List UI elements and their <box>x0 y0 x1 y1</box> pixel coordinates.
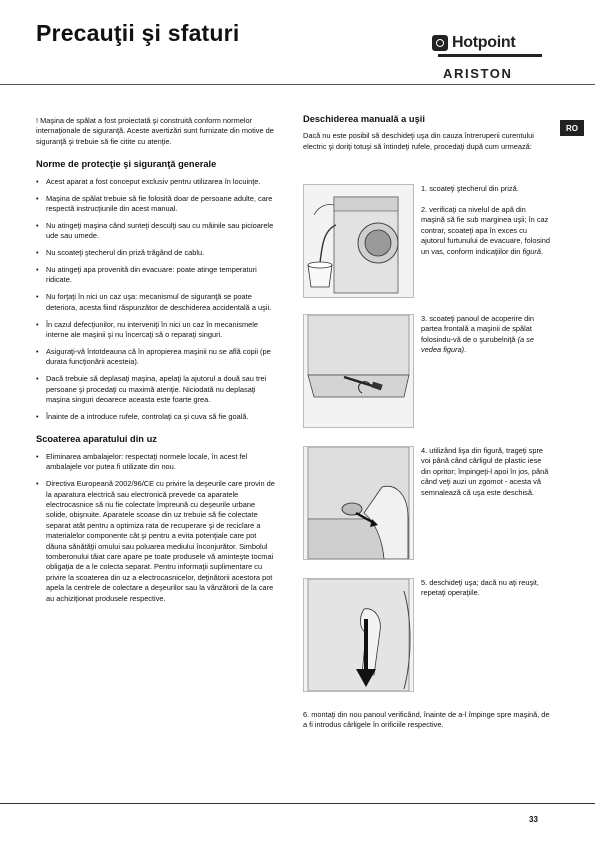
list-item: • Nu forţaţi în nici un caz uşa: mecanismul de siguranţă se poate deteriora, acesta fiind răspunzător de deschiderea accidentală a uşii. <box>36 292 276 313</box>
protection-list <box>36 177 276 423</box>
list-item: • Asiguraţi-vă întotdeauna că în apropierea maşinii nu se află copii (pe durata funcţionării acesteia). <box>36 347 276 368</box>
figure-reference: (a se vedea figura) <box>421 334 534 355</box>
figure-drain-water <box>303 184 414 298</box>
brand-primary: Hotpoint <box>452 34 516 51</box>
figure-remove-panel <box>303 314 414 428</box>
list-item: • Nu atingeţi apa provenită din evacuare: poate atinge temperaturi ridicate. <box>36 265 276 286</box>
disposal-heading: Scoaterea aparatului din uz <box>36 434 157 445</box>
list-item: • Directiva Europeană 2002/96/CE cu privire la deşeurile care provin de la aparatura electrică sau electronică prevede ca aparatele electrocasnice să nu fie colectate împreună cu deşeurile urbane solide, obişnuite. Aparatele scoase din uz trebuie să fie colectate separat atât pentru a optimiza rata de recuperare şi de reciclare a materialelor componente cât şi pentru a evita potenţiale care pot dăuna sănătăţii omului sau poluarea mediului înconjurător. Simbolul tomberonului tăiat care apare pe toate produsele vă aminteşte tocmai obligaţia de a le colecta separat. Pentru informaţii suplimentare cu privire la scoaterea din uz a electrocasnicelor, deţinătorii acestora pot apela la centrele de colectare a deşeurilor sau la vânzătorii de la care au achiziţionat produsele respective. <box>36 479 276 604</box>
right-column <box>303 114 555 152</box>
list-item: • Înainte de a introduce rufele, controlaţi ca şi cuva să fie goală. <box>36 412 276 422</box>
door-opening-heading: Deschiderea manuală a uşii <box>303 114 425 124</box>
step-1: 1. scoateţi ştecherul din priză. <box>421 184 519 193</box>
door-opening-intro: Dacă nu este posibil să deschideţi uşa din cauza întreruperii curentului electric şi doriţi totuşi să întindeţi rufele, procedaţi după cum urmează: <box>303 131 534 151</box>
open-door-illustration <box>304 579 413 691</box>
washing-machine-drain-illustration <box>304 185 413 297</box>
step-3: 3. scoateţi panoul de acoperire din partea frontală a maşinii de spălat folosindu-vă de o şurubelniţă (a se vedea figura). <box>421 314 534 355</box>
figure-open-door <box>303 578 414 692</box>
page-number: 33 <box>529 815 538 824</box>
intro-text: ! Maşina de spălat a fost proiectată şi construită conform normelor internaţionale de siguranţă. Aceste avertizări sunt furnizate din motive de siguranţă şi trebuie să fie citite cu atenţie. <box>36 116 274 146</box>
page-title: Precauţii şi sfaturi <box>36 20 240 46</box>
brand-divider <box>438 54 542 57</box>
brand-secondary: ARISTON <box>443 66 513 81</box>
footer-divider <box>0 803 595 804</box>
figure-reference: figură <box>522 246 541 256</box>
step-6: 6. montaţi din nou panoul verificând, înainte de a-l împinge spre maşină, de a fi introdus cârligele în orificiile respective. <box>303 710 550 730</box>
protection-heading: Norme de protecţie şi siguranţă generale <box>36 159 217 170</box>
step-2: 2. verificaţi ca nivelul de apă din maşină să fie sub marginea uşii; în caz contrar, scoateţi apa în exces cu ajutorul furtunului de evacuare, folosind un vas, conform indicaţiilor din figură. <box>421 205 551 256</box>
list-item: • Eliminarea ambalajelor: respectaţi normele locale, în acest fel ambalajele vor putea fi utilizate din nou. <box>36 452 276 473</box>
disposal-list <box>36 452 276 604</box>
header-divider <box>0 84 595 85</box>
step-4: 4. utilizând lişa din figură, trageţi spre voi până când cârligul de plastic iese din opritor; împingeţi-l apoi în jos, până când veţi auzi un zgomot - acesta vă semnalează că uşa este deschisă. <box>421 446 549 497</box>
pull-tab-illustration <box>304 447 413 559</box>
list-item: • Nu scoateţi ştecherul din priză trăgând de cablu. <box>36 248 276 258</box>
figure-pull-tab <box>303 446 414 560</box>
list-item: • Nu atingeţi maşina când sunteţi desculţi sau cu mâinile sau picioarele ude sau umede. <box>36 221 276 242</box>
panel-removal-illustration <box>304 315 413 427</box>
list-item: • În cazul defecţiunilor, nu interveniţi în nici un caz în mecanismele interne ale maşinii şi nu încercaţi să o reparaţi singuri. <box>36 320 276 341</box>
language-tab: RO <box>560 120 584 136</box>
list-item: • Acest aparat a fost conceput exclusiv pentru utilizarea în locuinţe. <box>36 177 276 187</box>
hotpoint-logo-icon <box>432 35 448 51</box>
brand-logo <box>432 34 544 81</box>
list-item: • Dacă trebuie să deplasaţi maşina, apelaţi la ajutorul a două sau trei persoane şi procedaţi cu maximă atenţie. Niciodată nu deplasaţi maşina singuri deoarece aceasta este foarte grea. <box>36 374 276 405</box>
left-column <box>36 116 276 611</box>
step-5: 5. deschideţi uşa; dacă nu aţi reuşit, repetaţi operaţiile. <box>421 578 539 598</box>
list-item: • Maşina de spălat trebuie să fie folosită doar de persoane adulte, care respectă instrucţiunile din acest manual. <box>36 194 276 215</box>
